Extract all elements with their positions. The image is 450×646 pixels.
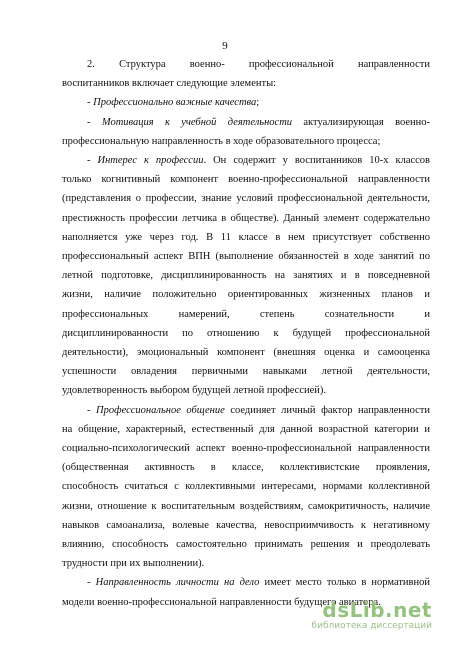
italic-term: Направленность личности на дело xyxy=(95,577,260,589)
text-line xyxy=(62,401,430,420)
paragraph xyxy=(62,93,430,112)
text-line xyxy=(62,113,430,132)
text-line: модели военно-профессиональной направленности будущего авиатора. xyxy=(62,596,381,608)
text-line xyxy=(62,573,430,592)
text-line: престижность профессии летчика в обществе). Данный элемент содержательно xyxy=(62,212,430,224)
document-body xyxy=(62,55,430,612)
text-line: жизни, наличие положительно ориентированных жизненных планов и xyxy=(62,289,430,301)
text-line: влиянию, способность самостоятельно принимать решения и преодолевать xyxy=(62,539,430,551)
text-line: удовлетворенность выбором будущей летной профессией). xyxy=(62,385,327,397)
text-line: трудности при их выполнении). xyxy=(62,558,205,570)
text-line: жизни, отношение к воспитательным воздействиям, самокритичность, наличие xyxy=(62,500,430,512)
text-line: профессиональную направленность в ходе образовательного процесса; xyxy=(62,135,381,147)
text-line: 2. Структура военно- профессиональной направленности xyxy=(87,59,430,70)
paragraph xyxy=(62,113,430,151)
text-run: - xyxy=(87,155,98,167)
text-run: ; xyxy=(256,97,260,109)
text-run: . Он содержит у воспитанников 10-х классов xyxy=(203,155,431,167)
italic-term: Профессионально важные качества xyxy=(93,97,257,109)
text-run: - xyxy=(87,116,102,128)
text-line: профессиональный аспект ВПН (выполнение обязанностей в ходе занятий по xyxy=(62,251,430,263)
italic-term: Профессиональное общение xyxy=(96,404,225,416)
italic-term: Мотивация к учебной деятельности xyxy=(101,116,293,128)
text-line: летной подготовке, дисциплинированность на занятиях и в повседневной xyxy=(62,270,430,282)
text-line: способность считаться с коллективными интересами, нормами коллективной xyxy=(62,481,430,493)
text-line: профессиональных намерений, степень сознательности и xyxy=(62,308,430,320)
text-line: только когнитивный компонент военно-профессиональной направленности xyxy=(62,174,430,186)
text-run: - xyxy=(87,404,97,416)
text-run: имеет место только в нормативной xyxy=(259,577,430,589)
watermark xyxy=(302,599,432,632)
text-line: успешности овладения первичными навыками летной деятельности, xyxy=(62,366,430,378)
text-line: (общественная активность в классе, коллективистские проявления, xyxy=(62,462,430,474)
text-line: дисциплинированности по отношению к будущей профессиональной xyxy=(62,327,430,339)
watermark-logo: dsLib.net xyxy=(322,598,432,622)
text-line xyxy=(62,93,430,112)
paragraph xyxy=(62,401,430,574)
text-run: актуализирующая военно- xyxy=(292,116,430,128)
text-line: на общение, характерный, естественный для данной возрастной категории и xyxy=(62,423,430,435)
text-run: соединяет личный фактор направленности xyxy=(224,404,430,416)
text-run: - xyxy=(87,577,96,589)
text-run: - xyxy=(87,97,94,109)
watermark-subtitle: библиотека диссертаций xyxy=(311,621,432,631)
text-line: навыков самоанализа, волевые качества, невосприимчивость к негативному xyxy=(62,519,430,531)
text-line: (представления о профессии, знание условий профессиональной деятельности, xyxy=(62,193,430,205)
text-line: социально-психологический аспект военно-профессиональной направленности xyxy=(62,443,430,455)
paragraph xyxy=(62,55,430,93)
text-line: наполняется уже через год. В 11 классе в нем присутствует собственно xyxy=(62,231,430,243)
text-line: воспитанников включает следующие элементы: xyxy=(62,78,277,90)
text-line: деятельности), эмоциональный компонент (внешняя оценка и самооценка xyxy=(62,347,430,359)
italic-term: Интерес к профессии xyxy=(97,155,204,167)
page-number: 9 xyxy=(222,40,228,52)
paragraph xyxy=(62,151,430,401)
text-line xyxy=(62,151,430,170)
